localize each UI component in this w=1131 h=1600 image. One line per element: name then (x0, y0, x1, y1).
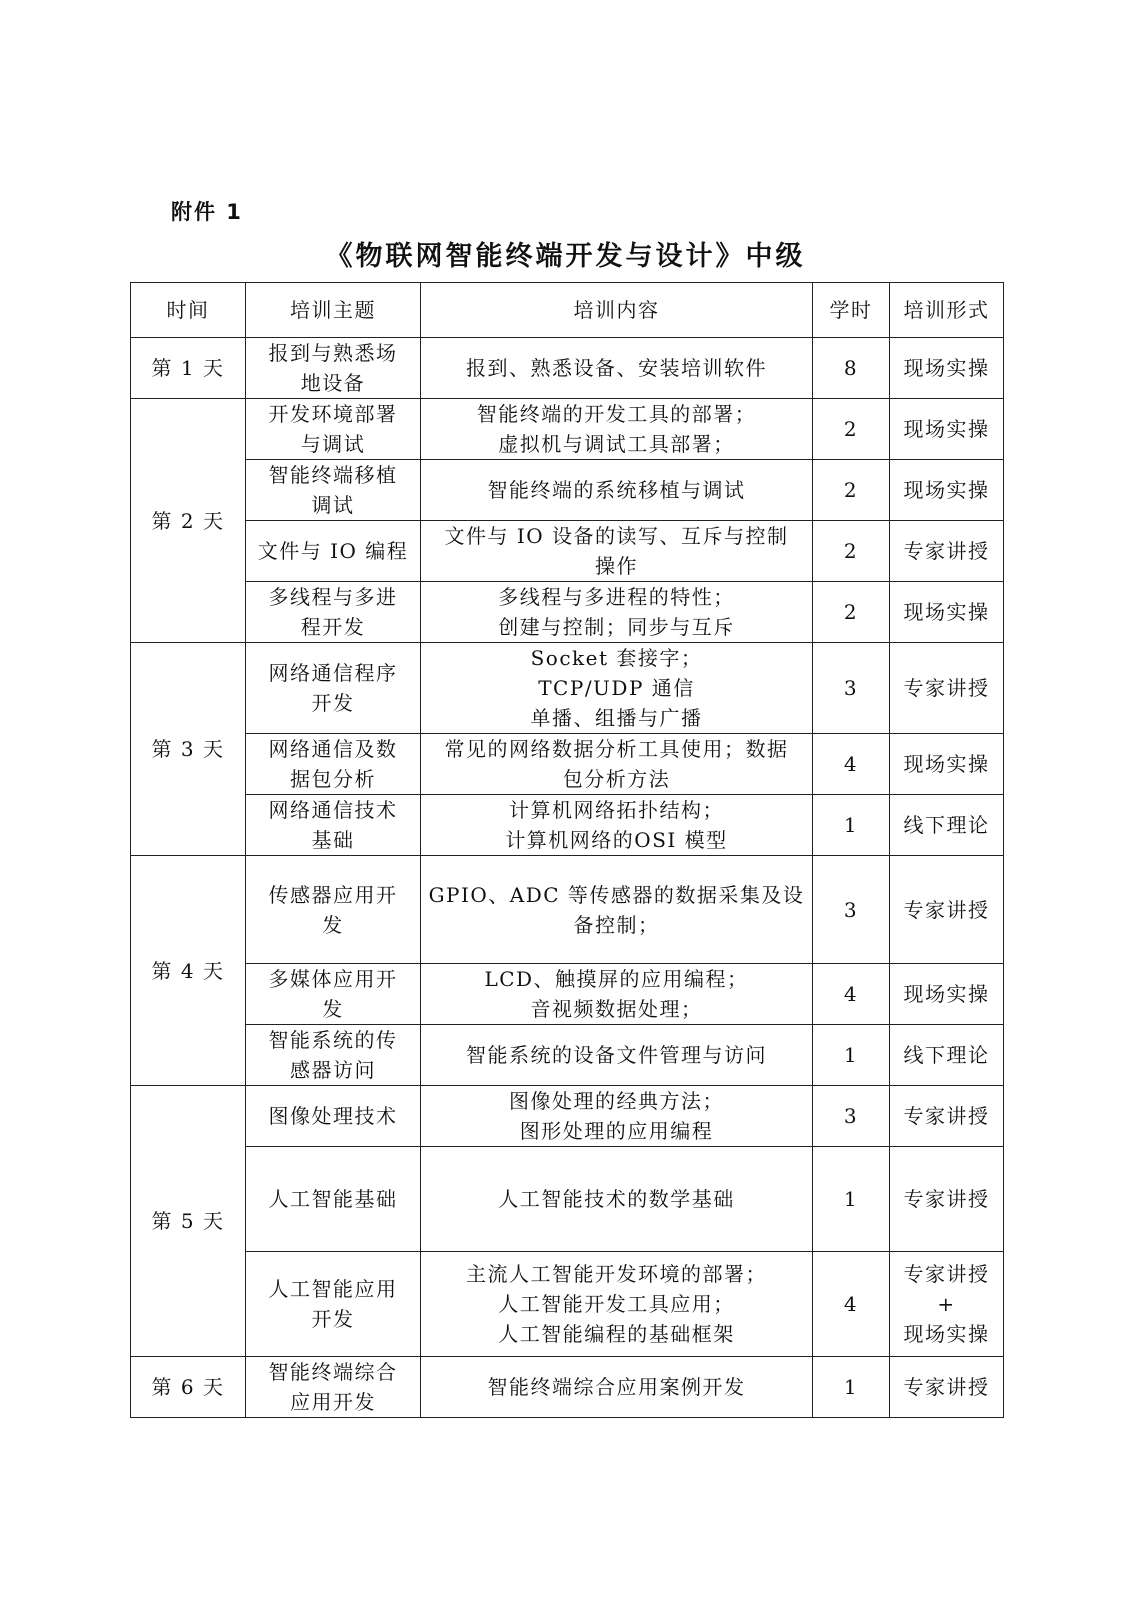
hours-cell: 1 (813, 795, 890, 856)
hours-cell: 8 (813, 338, 890, 399)
table-row (131, 338, 1004, 399)
form-cell: 专家讲授 (890, 1086, 1004, 1147)
header-hours: 学时 (813, 283, 890, 338)
hours-cell: 1 (813, 1147, 890, 1252)
topic-cell: 网络通信程序 开发 (246, 643, 421, 734)
hours-cell: 3 (813, 1086, 890, 1147)
day-cell: 第 4 天 (131, 856, 246, 1086)
table-row (131, 399, 1004, 460)
table-row (131, 795, 1004, 856)
day-cell: 第 6 天 (131, 1357, 246, 1418)
table-row (131, 1086, 1004, 1147)
header-content: 培训内容 (421, 283, 813, 338)
day-cell: 第 1 天 (131, 338, 246, 399)
hours-cell: 3 (813, 856, 890, 964)
form-cell: 专家讲授 (890, 521, 1004, 582)
form-cell: 现场实操 (890, 338, 1004, 399)
day-cell: 第 2 天 (131, 399, 246, 643)
topic-cell: 报到与熟悉场 地设备 (246, 338, 421, 399)
form-cell: 线下理论 (890, 1025, 1004, 1086)
hours-cell: 2 (813, 521, 890, 582)
content-cell: 报到、熟悉设备、安装培训软件 (421, 338, 813, 399)
header-time: 时间 (131, 283, 246, 338)
form-cell: 专家讲授 (890, 643, 1004, 734)
form-cell: 现场实操 (890, 582, 1004, 643)
header-form: 培训形式 (890, 283, 1004, 338)
table-row (131, 1147, 1004, 1252)
hours-cell: 4 (813, 964, 890, 1025)
hours-cell: 4 (813, 1252, 890, 1357)
table-row (131, 856, 1004, 964)
topic-cell: 多线程与多进 程开发 (246, 582, 421, 643)
topic-cell: 网络通信技术 基础 (246, 795, 421, 856)
table-row (131, 460, 1004, 521)
topic-cell: 智能系统的传 感器访问 (246, 1025, 421, 1086)
content-cell: 人工智能技术的数学基础 (421, 1147, 813, 1252)
topic-cell: 图像处理技术 (246, 1086, 421, 1147)
hours-cell: 2 (813, 399, 890, 460)
topic-cell: 传感器应用开 发 (246, 856, 421, 964)
content-cell: 图像处理的经典方法； 图形处理的应用编程 (421, 1086, 813, 1147)
table-row (131, 964, 1004, 1025)
form-cell: 现场实操 (890, 964, 1004, 1025)
topic-cell: 多媒体应用开 发 (246, 964, 421, 1025)
form-cell: 现场实操 (890, 399, 1004, 460)
topic-cell: 文件与 IO 编程 (246, 521, 421, 582)
hours-cell: 4 (813, 734, 890, 795)
table-row (131, 521, 1004, 582)
table-row (131, 1025, 1004, 1086)
topic-cell: 人工智能应用 开发 (246, 1252, 421, 1357)
document-title: 《物联网智能终端开发与设计》中级 (325, 241, 806, 272)
table-row (131, 643, 1004, 734)
content-cell: 主流人工智能开发环境的部署； 人工智能开发工具应用； 人工智能编程的基础框架 (421, 1252, 813, 1357)
form-cell: 专家讲授 (890, 1147, 1004, 1252)
table-row (131, 1357, 1004, 1418)
content-cell: 智能终端综合应用案例开发 (421, 1357, 813, 1418)
topic-cell: 网络通信及数 据包分析 (246, 734, 421, 795)
day-cell: 第 5 天 (131, 1086, 246, 1357)
form-cell: 现场实操 (890, 460, 1004, 521)
topic-cell: 智能终端综合 应用开发 (246, 1357, 421, 1418)
content-cell: 智能系统的设备文件管理与访问 (421, 1025, 813, 1086)
topic-cell: 人工智能基础 (246, 1147, 421, 1252)
hours-cell: 2 (813, 460, 890, 521)
hours-cell: 2 (813, 582, 890, 643)
content-cell: 多线程与多进程的特性； 创建与控制；同步与互斥 (421, 582, 813, 643)
day-cell: 第 3 天 (131, 643, 246, 856)
topic-cell: 智能终端移植 调试 (246, 460, 421, 521)
topic-cell: 开发环境部署 与调试 (246, 399, 421, 460)
table-row (131, 734, 1004, 795)
content-cell: LCD、触摸屏的应用编程； 音视频数据处理； (421, 964, 813, 1025)
content-cell: 常见的网络数据分析工具使用；数据 包分析方法 (421, 734, 813, 795)
form-cell: 现场实操 (890, 734, 1004, 795)
form-cell: 线下理论 (890, 795, 1004, 856)
hours-cell: 1 (813, 1025, 890, 1086)
table-header-row (131, 283, 1004, 338)
content-cell: 智能终端的系统移植与调试 (421, 460, 813, 521)
content-cell: 文件与 IO 设备的读写、互斥与控制 操作 (421, 521, 813, 582)
content-cell: GPIO、ADC 等传感器的数据采集及设 备控制； (421, 856, 813, 964)
attachment-label: 附件 1 (171, 200, 243, 224)
content-cell: 计算机网络拓扑结构； 计算机网络的OSI 模型 (421, 795, 813, 856)
hours-cell: 1 (813, 1357, 890, 1418)
form-cell: 专家讲授 (890, 856, 1004, 964)
header-topic: 培训主题 (246, 283, 421, 338)
table-row (131, 1252, 1004, 1357)
table-row (131, 582, 1004, 643)
form-cell: 专家讲授 (890, 1357, 1004, 1418)
content-cell: 智能终端的开发工具的部署； 虚拟机与调试工具部署； (421, 399, 813, 460)
content-cell: Socket 套接字； TCP/UDP 通信 单播、组播与广播 (421, 643, 813, 734)
form-cell: 专家讲授 + 现场实操 (890, 1252, 1004, 1357)
training-schedule-table (130, 282, 1004, 1418)
hours-cell: 3 (813, 643, 890, 734)
